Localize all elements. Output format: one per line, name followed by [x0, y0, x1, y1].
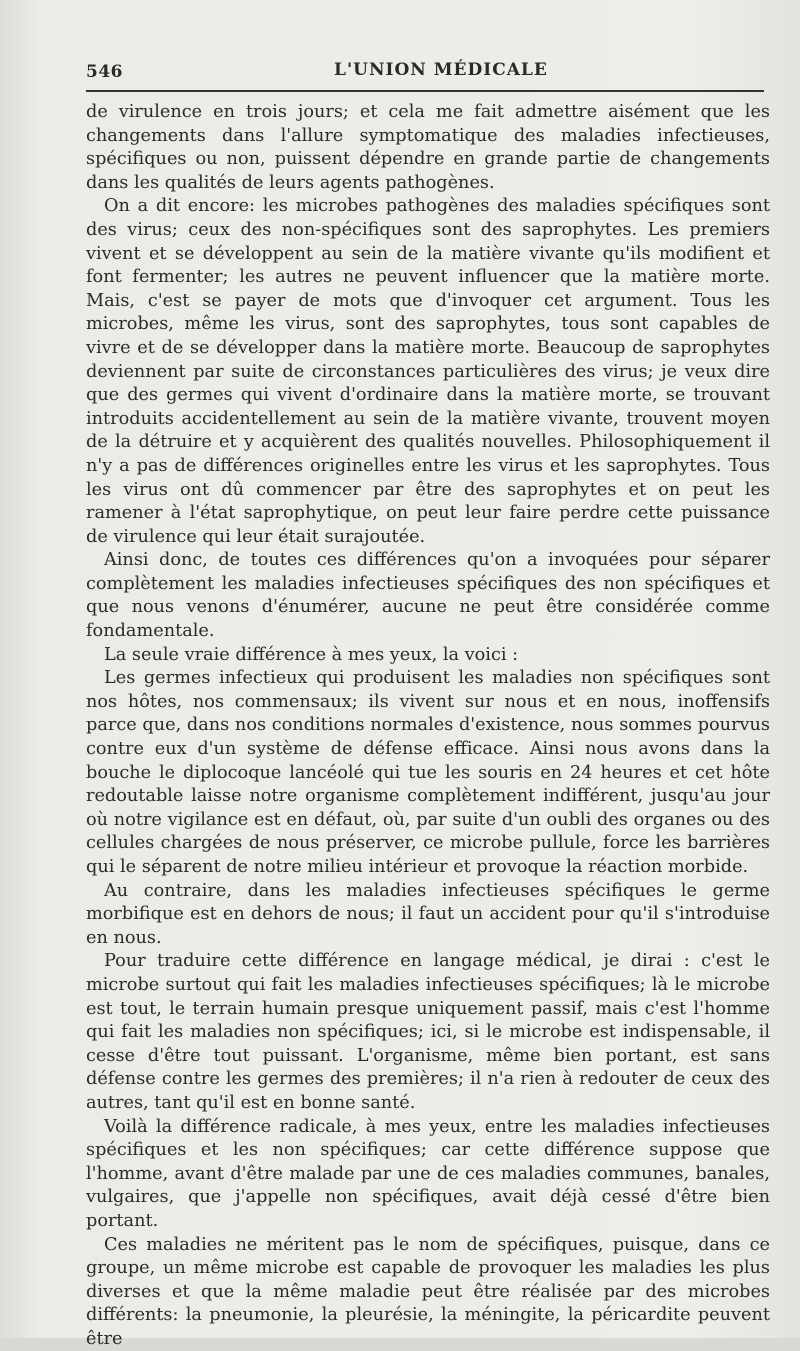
- paragraph-1: de virulence en trois jours; et cela me fait admettre aisément que les changements dans l'allure symptomatique des maladies infectieuses, spécifiques ou non, puissent dépendre en grande partie de changements dans les qualités de leurs agents pathogènes.: [86, 101, 770, 195]
- paragraph-4: La seule vraie différence à mes yeux, la voici :: [86, 644, 770, 668]
- paragraph-2: On a dit encore: les microbes pathogènes des maladies spécifiques sont des virus; ceux des non-spécifiques sont des saprophytes. Les premiers vivent et se développent au sein de la matière vivante qu'ils modifient et font fermenter; les autres ne peuvent influencer que la matière morte. Mais, c'est se payer de mots que d'invoquer cet argument. Tous les microbes, même les virus, sont des saprophytes, tous sont capables de vivre et de se développer dans la matière morte. Beaucoup de saprophytes deviennent par suite de circonstances particulières des virus; je veux dire que des germes qui vivent d'ordinaire dans la matière morte, se trouvant introduits accidentellement au sein de la matière vivante, trouvent moyen de la détruire et y acquièrent des qualités nouvelles. Philosophiquement il n'y a pas de différences originelles entre les virus et les saprophytes. Tous les virus ont dû commencer par être des saprophytes et on peut les ramener à l'état saprophytique, on peut leur faire perdre cette puissance de virulence qui leur était surajoutée.: [86, 195, 770, 549]
- paragraph-5: Les germes infectieux qui produisent les maladies non spécifiques sont nos hôtes, nos commensaux; ils vivent sur nous et en nous, inoffensifs parce que, dans nos conditions normales d'existence, nous sommes pourvus contre eux d'un système de défense efficace. Ainsi nous avons dans la bouche le diplocoque lancéolé qui tue les souris en 24 heures et cet hôte redoutable laisse notre organisme complètement indifférent, jusqu'au jour où notre vigilance est en défaut, où, par suite d'un oubli des organes ou des cellules chargées de nous préserver, ce microbe pullule, force les barrières qui le séparent de notre milieu intérieur et provoque la réaction morbide.: [86, 667, 770, 879]
- paragraph-6: Au contraire, dans les maladies infectieuses spécifiques le germe morbifique est en dehors de nous; il faut un accident pour qu'il s'introduise en nous.: [86, 880, 770, 951]
- paragraph-8: Voilà la différence radicale, à mes yeux, entre les maladies infectieuses spécifiques et les non spécifiques; car cette différence suppose que l'homme, avant d'être malade par une de ces maladies communes, banales, vulgaires, que j'appelle non spécifiques, avait déjà cessé d'être bien portant.: [86, 1116, 770, 1234]
- paragraph-9: Ces maladies ne méritent pas le nom de spécifiques, puisque, dans ce groupe, un même microbe est capable de provoquer les maladies les plus diverses et que la même maladie peut être réalisée par des microbes différents: la pneumonie, la pleurésie, la méningite, la péricardite peuvent être: [86, 1234, 770, 1351]
- paragraph-3: Ainsi donc, de toutes ces différences qu'on a invoquées pour séparer complètement les maladies infectieuses spécifiques des non spécifiques et que nous venons d'énumérer, aucune ne peut être considérée comme fondamentale.: [86, 549, 770, 643]
- paragraph-7: Pour traduire cette différence en langage médical, je dirai : c'est le microbe surtout qui fait les maladies infectieuses spécifiques; là le microbe est tout, le terrain humain presque uniquement passif, mais c'est l'homme qui fait les maladies non spécifiques; ici, si le microbe est indispensable, il cesse d'être tout puissant. L'organisme, même bien portant, est sans défense contre les germes des premières; il n'a rien à redouter de ceux des autres, tant qu'il est en bonne santé.: [86, 950, 770, 1115]
- body-text: [86, 101, 770, 1351]
- page-header: [86, 56, 766, 86]
- running-title: L'UNION MÉDICALE: [334, 60, 548, 80]
- page-number: 546: [86, 62, 123, 82]
- header-rule: [86, 90, 764, 92]
